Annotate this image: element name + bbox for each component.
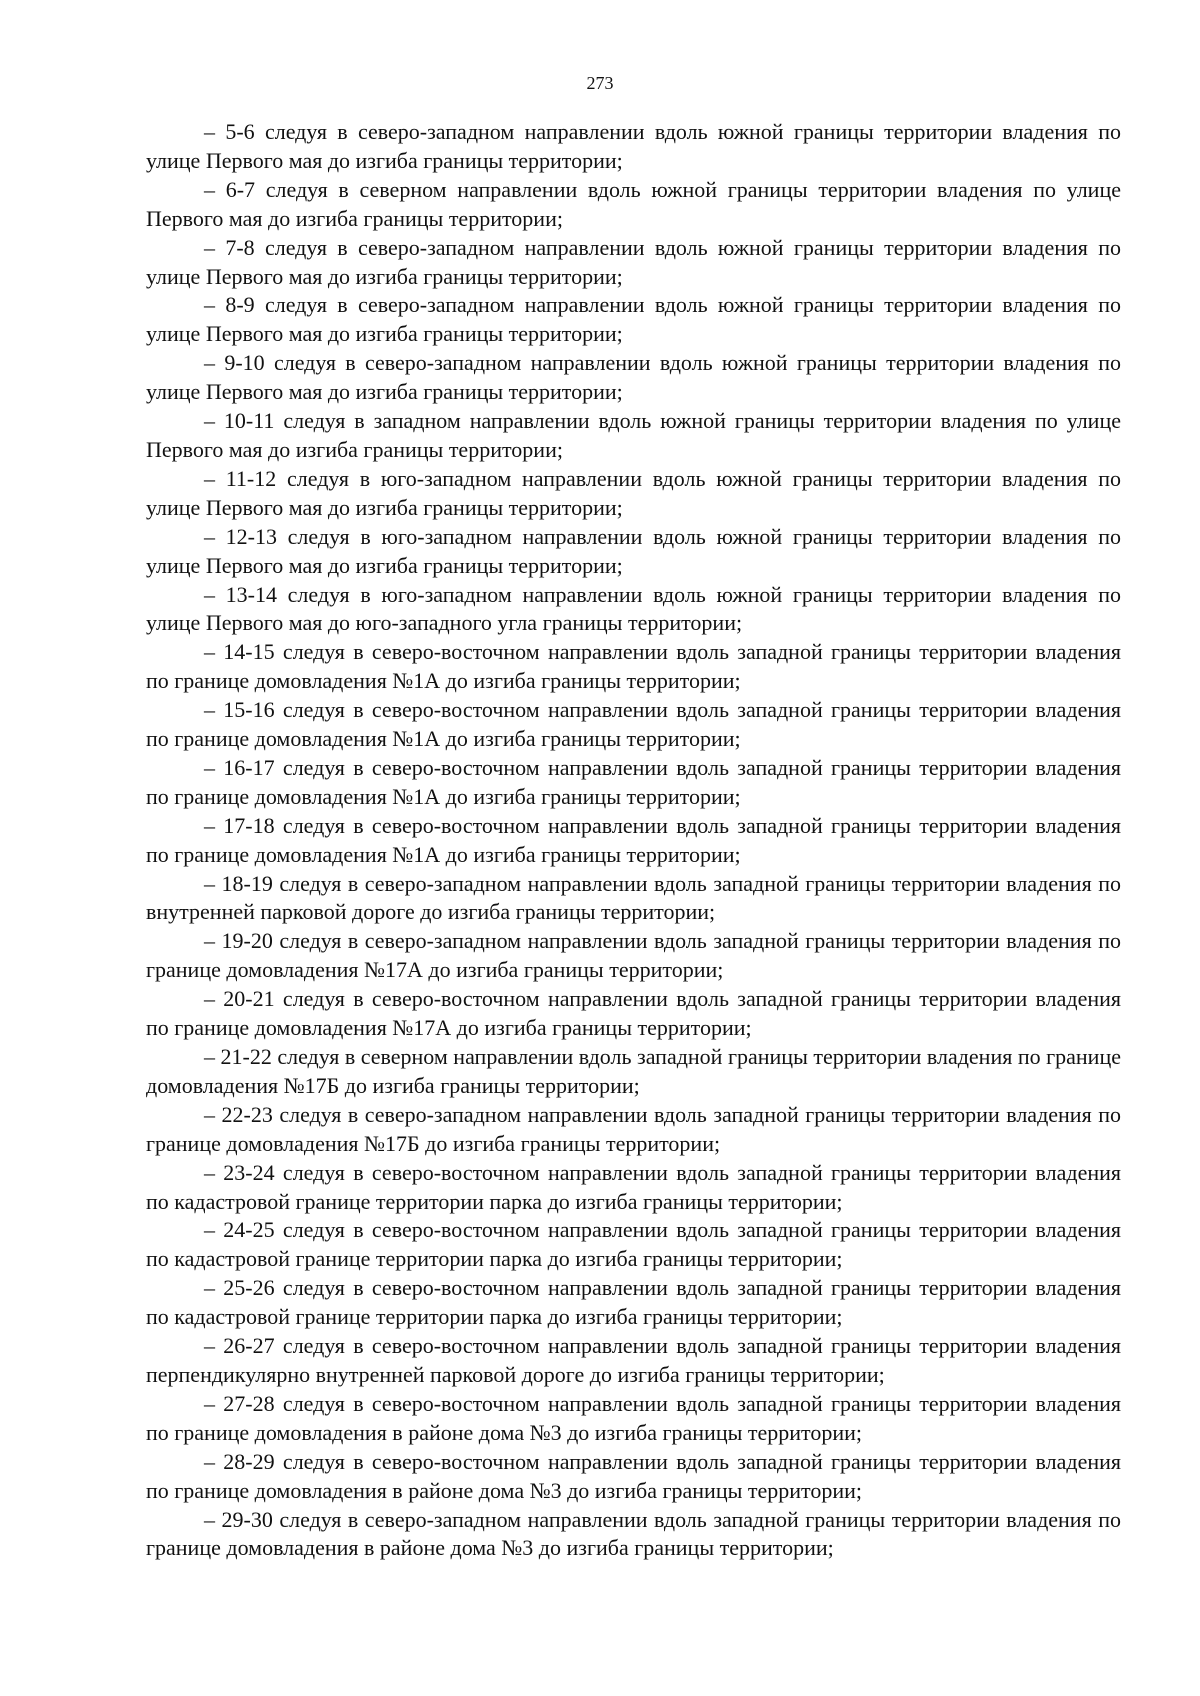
boundary-segment-26-27: – 26-27 следуя в северо-восточном направлении вдоль западной границы территории владения перпендикулярно внутренней парковой дороге до изгиба границы территории;: [146, 1333, 1121, 1387]
document-body: [146, 118, 1121, 1563]
boundary-segment-17-18: – 17-18 следуя в северо-восточном направлении вдоль западной границы территории владения по границе домовладения №1А до изгиба границы территории;: [146, 812, 1121, 867]
boundary-segment-16-17: – 16-17 следуя в северо-восточном направлении вдоль западной границы территории владения по границе домовладения №1А до изгиба границы территории;: [146, 754, 1121, 809]
boundary-segment-5-6: – 5-6 следуя в северо-западном направлении вдоль южной границы территории владения по улице Первого мая до изгиба границы территории;: [146, 119, 1121, 173]
boundary-segment-8-9: – 8-9 следуя в северо-западном направлении вдоль южной границы территории владения по улице Первого мая до изгиба границы территории;: [146, 292, 1121, 347]
boundary-segment-19-20: – 19-20 следуя в северо-западном направлении вдоль западной границы территории владения по границе домовладения №17А до изгиба границы территории;: [146, 928, 1121, 983]
boundary-segment-22-23: – 22-23 следуя в северо-западном направлении вдоль западной границы территории владения по границе домовладения №17Б до изгиба границы территории;: [146, 1101, 1121, 1156]
boundary-segment-29-30: – 29-30 следуя в северо-западном направлении вдоль западной границы территории владения по границе домовладения в районе дома №3 до изгиба границы территории;: [146, 1506, 1121, 1561]
boundary-segment-24-25: – 24-25 следуя в северо-восточном направлении вдоль западной границы территории владения по кадастровой границе территории парка до изгиба границы территории;: [146, 1217, 1121, 1272]
boundary-segment-27-28: – 27-28 следуя в северо-восточном направлении вдоль западной границы территории владения по границе домовладения в районе дома №3 до изгиба границы территории;: [146, 1390, 1121, 1445]
boundary-segment-7-8: – 7-8 следуя в северо-западном направлении вдоль южной границы территории владения по улице Первого мая до изгиба границы территории;: [146, 234, 1121, 289]
boundary-segment-20-21: – 20-21 следуя в северо-восточном направлении вдоль западной границы территории владения по границе домовладения №17А до изгиба границы территории;: [146, 986, 1121, 1041]
page-number: 273: [586, 73, 614, 93]
boundary-segment-25-26: – 25-26 следуя в северо-восточном направлении вдоль западной границы территории владения по кадастровой границе территории парка до изгиба границы территории;: [146, 1275, 1121, 1330]
boundary-segment-13-14: – 13-14 следуя в юго-западном направлении вдоль южной границы территории владения по улице Первого мая до юго-западного угла границы территории;: [146, 581, 1121, 636]
boundary-segment-23-24: – 23-24 следуя в северо-восточном направлении вдоль западной границы территории владения по кадастровой границе территории парка до изгиба границы территории;: [146, 1159, 1121, 1214]
boundary-segment-10-11: – 10-11 следуя в западном направлении вдоль южной границы территории владения по улице Первого мая до изгиба границы территории;: [146, 408, 1121, 462]
boundary-segment-9-10: – 9-10 следуя в северо-западном направлении вдоль южной границы территории владения по улице Первого мая до изгиба границы территории;: [146, 350, 1121, 405]
boundary-segment-6-7: – 6-7 следуя в северном направлении вдоль южной границы территории владения по улице Первого мая до изгиба границы территории;: [146, 176, 1121, 231]
boundary-segment-12-13: – 12-13 следуя в юго-западном направлении вдоль южной границы территории владения по улице Первого мая до изгиба границы территории;: [146, 523, 1121, 578]
boundary-segment-28-29: – 28-29 следуя в северо-восточном направлении вдоль западной границы территории владения по границе домовладения в районе дома №3 до изгиба границы территории;: [146, 1448, 1121, 1503]
boundary-segment-18-19: – 18-19 следуя в северо-западном направлении вдоль западной границы территории владения по внутренней парковой дороге до изгиба границы территории;: [146, 870, 1121, 925]
boundary-segment-15-16: – 15-16 следуя в северо-восточном направлении вдоль западной границы территории владения по границе домовладения №1А до изгиба границы территории;: [146, 697, 1121, 752]
boundary-segment-11-12: – 11-12 следуя в юго-западном направлении вдоль южной границы территории владения по улице Первого мая до изгиба границы территории;: [146, 465, 1121, 520]
boundary-segment-14-15: – 14-15 следуя в северо-восточном направлении вдоль западной границы территории владения по границе домовладения №1А до изгиба границы территории;: [146, 639, 1121, 694]
boundary-segment-21-22: – 21-22 следуя в северном направлении вдоль западной границы территории владения по границе домовладения №17Б до изгиба границы территории;: [146, 1044, 1121, 1098]
